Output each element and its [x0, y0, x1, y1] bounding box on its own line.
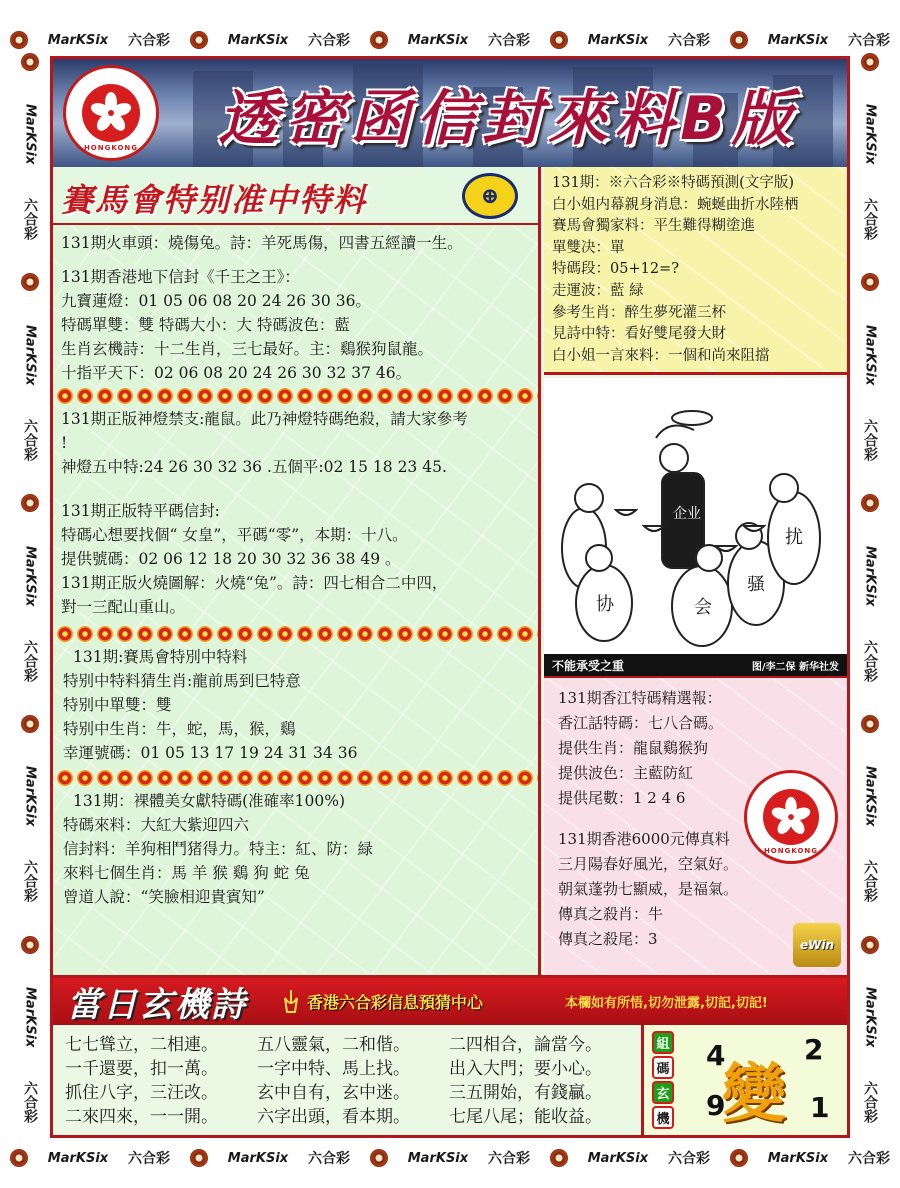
border-flower-icon: [21, 936, 39, 954]
flower-icon: [257, 770, 273, 786]
page-title: 透密函信封來料B版: [218, 84, 798, 154]
text-line: 131期正版特平碼信封:: [61, 502, 220, 520]
flower-icon: [117, 626, 133, 642]
border-lottery-text: 六合彩: [488, 33, 531, 49]
text-line: 白小姐一言來料：一個和尚來阻擋: [552, 347, 770, 364]
flower-icon: [337, 770, 353, 786]
border-brand-text: MarKSix: [767, 1150, 829, 1166]
flower-icon: [437, 388, 453, 404]
border-flower-icon: [21, 494, 39, 512]
text-line: 131期香港地下信封《千王之王》：: [61, 268, 300, 286]
border-lottery-text: 六合彩: [22, 639, 38, 682]
incense-icon: [281, 988, 301, 1016]
poem-verse: 二四相合，論當今。: [449, 1035, 602, 1055]
border-flower-icon: [190, 1149, 208, 1167]
poem-line: [65, 1057, 641, 1081]
flower-icon: [337, 626, 353, 642]
poem-verse: 一千還要，扣一萬。: [65, 1059, 218, 1079]
flower-divider: [53, 623, 538, 645]
text-line: 131期香江特碼精選報：: [558, 689, 722, 707]
flower-icon: [277, 626, 293, 642]
flower-icon: [277, 770, 293, 786]
flower-icon: [157, 626, 173, 642]
flat-code-block: [53, 499, 538, 619]
flower-icon: [177, 770, 193, 786]
flower-icon: [237, 770, 253, 786]
flower-icon: [97, 388, 113, 404]
border-brand-text: MarKSix: [862, 545, 878, 607]
poem-verse: 六字出頭，看本期。: [257, 1107, 410, 1127]
flower-icon: [317, 388, 333, 404]
flower-icon: [457, 388, 473, 404]
flower-icon: [517, 388, 533, 404]
flower-icon: [497, 388, 513, 404]
flower-icon: [197, 626, 213, 642]
prediction-panel: [544, 167, 847, 375]
flower-icon: [257, 626, 273, 642]
flower-icon: [237, 626, 253, 642]
border-flower-icon: [21, 273, 39, 291]
text-line: 131期香港6000元傳真料: [558, 830, 730, 848]
lamp-block: [53, 407, 538, 479]
border-brand-text: MarKSix: [227, 32, 289, 48]
border-brand-text: MarKSix: [587, 1150, 649, 1166]
border-brand-text: MarKSix: [47, 32, 109, 48]
poem-note: 本欄如有所悟,切勿泄露,切記,切記!: [565, 996, 768, 1011]
border-flower-icon: [861, 53, 879, 71]
text-line: 提供尾數：1 2 4 6: [558, 789, 686, 807]
flower-icon: [137, 770, 153, 786]
border-lottery-text: 六合彩: [308, 33, 351, 49]
border-lottery-text: 六合彩: [862, 1081, 878, 1124]
text-line: 傳真之殺尾：3: [558, 930, 658, 948]
left-banner-title: 賽馬會特别准中特料: [61, 181, 368, 219]
cartoon-illustration: [544, 378, 847, 654]
flower-icon: [97, 770, 113, 786]
text-line: 信封料：羊狗相鬥猪得力。特主：紅、防：緑: [63, 840, 374, 858]
bottom-border: [0, 1140, 900, 1176]
border-flower-icon: [861, 494, 879, 512]
flower-icon: [437, 626, 453, 642]
border-flower-icon: [861, 273, 879, 291]
flower-icon: [497, 626, 513, 642]
hongkong-logo: [744, 770, 838, 864]
border-brand-text: MarKSix: [22, 104, 38, 165]
poem-verse: 七七聳立，二相連。: [65, 1035, 218, 1055]
cartoon-caption-bar: [544, 654, 847, 676]
text-line: 傳真之殺肖：牛: [558, 905, 664, 923]
right-border: [852, 36, 888, 1140]
flower-icon: [357, 626, 373, 642]
border-lottery-text: 六合彩: [847, 33, 890, 49]
poem-title-bar: [53, 975, 847, 1025]
flower-icon: [457, 626, 473, 642]
border-flower-icon: [550, 1149, 568, 1167]
flower-icon: [137, 388, 153, 404]
flower-icon: [157, 388, 173, 404]
border-lottery-text: 六合彩: [668, 33, 710, 49]
top-border: [0, 22, 900, 58]
text-line: 提供波色：主藍防紅: [558, 764, 694, 782]
flower-icon: [537, 626, 538, 642]
cartoon-drawing: [544, 378, 847, 654]
border-lottery-text: 六合彩: [862, 418, 878, 461]
text-line: 131期火車頭：燒傷兔。詩：羊死馬傷，四書五經讀一生。: [61, 234, 463, 252]
flower-icon: [217, 388, 233, 404]
border-flower-icon: [21, 53, 39, 71]
combo-chips: [652, 1031, 674, 1129]
poem-center-name: 香港六合彩信息預猜中心: [307, 993, 484, 1012]
text-line: !: [61, 434, 68, 452]
border-lottery-text: 六合彩: [488, 1151, 531, 1167]
flower-icon: [477, 626, 493, 642]
flower-icon: [97, 626, 113, 642]
flower-icon: [77, 388, 93, 404]
poem-body: [53, 1025, 641, 1135]
border-brand-text: MarKSix: [862, 324, 878, 386]
text-line: 131期正版火燒圖解：火燒“兔”。詩：四七相合二中四，: [61, 574, 448, 592]
combo-number: 4: [706, 1039, 726, 1072]
border-brand-text: MarKSix: [767, 32, 829, 48]
flower-icon: [397, 770, 413, 786]
flower-icon: [377, 388, 393, 404]
flower-icon: [357, 770, 373, 786]
left-column: [53, 167, 541, 975]
text-line: 走運波：藍 緑: [552, 282, 644, 299]
border-lottery-text: 六合彩: [22, 860, 38, 903]
border-flower-icon: [730, 1149, 748, 1167]
border-brand-text: MarKSix: [862, 104, 878, 165]
border-lottery-text: 六合彩: [22, 1081, 38, 1124]
hongkong-logo: [63, 65, 159, 161]
cartoon-label: 会: [694, 597, 712, 618]
combo-chip: 機: [652, 1106, 674, 1129]
poem-title: 當日玄機詩: [67, 985, 247, 1025]
flower-icon: [237, 388, 253, 404]
flower-icon: [337, 388, 353, 404]
border-lottery-text: 六合彩: [22, 198, 38, 241]
flower-icon: [77, 770, 93, 786]
logo-caption: HONGKONG: [763, 847, 819, 855]
poem-verse: 玄中自有，玄中迷。: [257, 1083, 410, 1103]
flower-icon: [397, 626, 413, 642]
text-line: 特别中生肖：牛，蛇，馬，猴，鷄: [63, 720, 296, 738]
cartoon-label: 企业: [673, 506, 701, 522]
border-lottery-text: 六合彩: [128, 1151, 171, 1167]
flower-icon: [157, 770, 173, 786]
flower-icon: [317, 626, 333, 642]
flower-icon: [117, 770, 133, 786]
flower-icon: [117, 388, 133, 404]
combo-code-box: [641, 1025, 847, 1135]
flower-icon: [197, 770, 213, 786]
flower-icon: [537, 770, 538, 786]
flower-icon: [517, 626, 533, 642]
text-line: 曾道人說：“笑臉相迎貴賓知”: [63, 888, 265, 906]
text-line: 特碼單雙：雙 特碼大小：大 特碼波色：藍: [61, 316, 350, 334]
flower-icon: [177, 388, 193, 404]
main-frame: [50, 56, 850, 1138]
envelope-block: [53, 265, 538, 385]
border-lottery-text: 六合彩: [22, 418, 38, 461]
text-line: 特别中特料猜生肖:龍前馬到巳特意: [63, 672, 301, 690]
combo-chip: 玄: [652, 1081, 674, 1104]
horse-emblem-icon: ⊕: [462, 173, 518, 219]
text-line: 131期：裸體美女獻特碼(准確率100%): [73, 792, 345, 810]
cartoon-label: 协: [596, 594, 614, 615]
border-flower-icon: [190, 31, 208, 49]
bauhinia-icon: [88, 90, 134, 136]
border-lottery-text: 六合彩: [862, 198, 878, 241]
poem-verse: 七尾八尾；能收益。: [449, 1107, 602, 1127]
poem-line: [65, 1081, 641, 1105]
border-brand-text: MarKSix: [587, 32, 649, 48]
combo-chip: 組: [652, 1031, 674, 1054]
border-brand-text: MarKSix: [22, 766, 38, 827]
flower-icon: [177, 626, 193, 642]
flower-icon: [297, 626, 313, 642]
cartoon-label: 骚: [747, 574, 765, 595]
text-line: 131期:賽馬會特別中特料: [73, 648, 248, 666]
flower-icon: [537, 388, 538, 404]
border-lottery-text: 六合彩: [847, 1151, 890, 1167]
text-line: 見詩中特：看好雙尾發大財: [552, 326, 726, 343]
text-line: 特碼來料：大紅大紫迎四六: [63, 816, 250, 834]
cartoon-label: 扰: [785, 527, 803, 548]
border-flower-icon: [370, 1149, 388, 1167]
flower-divider: [53, 767, 538, 789]
border-brand-text: MarKSix: [407, 1150, 469, 1166]
border-lottery-text: 六合彩: [862, 639, 878, 682]
xiangjiang-panel: [544, 676, 847, 975]
flower-icon: [57, 388, 73, 404]
combo-number: 2: [804, 1033, 824, 1066]
flower-icon: [517, 770, 533, 786]
border-lottery-text: 六合彩: [668, 1151, 710, 1167]
cartoon-credit: 图/李二保 新华社发: [751, 661, 839, 673]
flower-icon: [137, 626, 153, 642]
border-lottery-text: 六合彩: [308, 1151, 351, 1167]
bauhinia-icon: [769, 795, 813, 839]
poem-verse: 五八靈氣，二和偕。: [257, 1035, 410, 1055]
text-line: 白小姐内幕親身消息：蜿蜒曲折水陸栖: [552, 196, 799, 213]
combo-chip: 碼: [652, 1056, 674, 1079]
text-line: 幸運號碼：01 05 13 17 19 24 31 34 36: [63, 744, 358, 762]
flower-icon: [477, 770, 493, 786]
flower-icon: [377, 626, 393, 642]
flower-icon: [437, 770, 453, 786]
ewin-logo: eWin: [793, 923, 841, 967]
text-line: 特碼心想要找個“ 女皇”，平碼“零”，本期：十八。: [61, 526, 408, 544]
flower-divider: [53, 385, 538, 407]
flower-icon: [477, 388, 493, 404]
border-lottery-text: 六合彩: [862, 860, 878, 903]
flower-icon: [57, 770, 73, 786]
border-flower-icon: [861, 715, 879, 733]
text-line: 提供號碼：02 06 12 18 20 30 32 36 38 49 。: [61, 550, 401, 568]
text-line: 朝氣蓬勃七顯威，是福氣。: [558, 880, 739, 898]
border-brand-text: MarKSix: [22, 324, 38, 386]
poem-verse: 一字中特、馬上找。: [257, 1059, 410, 1079]
flower-icon: [217, 770, 233, 786]
text-line: 十指平天下：02 06 08 20 24 26 30 32 37 46。: [61, 364, 412, 382]
flower-icon: [377, 770, 393, 786]
border-lottery-text: 六合彩: [128, 33, 171, 49]
cartoon-caption: 不能承受之重: [552, 658, 625, 673]
flower-icon: [297, 770, 313, 786]
text-line: 香江話特碼：七八合碼。: [558, 714, 724, 732]
border-flower-icon: [21, 715, 39, 733]
poem-verse: 三五開始，有錢贏。: [449, 1083, 602, 1103]
flower-icon: [317, 770, 333, 786]
text-line: 提供生肖：龍鼠鷄猴狗: [558, 739, 709, 757]
border-flower-icon: [730, 31, 748, 49]
left-border: [12, 36, 48, 1140]
text-line: 九寶蓮燈：01 05 06 08 20 24 26 30 36。: [61, 292, 371, 310]
flower-icon: [417, 770, 433, 786]
flower-icon: [77, 626, 93, 642]
logo-caption: HONGKONG: [83, 144, 139, 152]
combo-character: 變: [722, 1057, 786, 1132]
poem-verse: 出入大門；要小心。: [449, 1059, 602, 1079]
beauty-block: [53, 789, 538, 909]
flower-icon: [357, 388, 373, 404]
flower-icon: [297, 388, 313, 404]
flower-icon: [217, 626, 233, 642]
flower-icon: [397, 388, 413, 404]
text-line: 來料七個生肖：馬 羊 猴 鷄 狗 蛇 兔: [63, 864, 310, 882]
combo-number: 1: [810, 1091, 830, 1124]
text-line: 特别中單雙：雙: [63, 696, 172, 714]
border-flower-icon: [370, 31, 388, 49]
border-flower-icon: [550, 31, 568, 49]
text-line: 對一三配山重山。: [61, 598, 186, 616]
text-line: 參考生肖：醉生夢死灌三杯: [552, 304, 726, 321]
flower-icon: [457, 770, 473, 786]
border-flower-icon: [10, 1149, 28, 1167]
flower-icon: [417, 388, 433, 404]
border-brand-text: MarKSix: [227, 1150, 289, 1166]
flower-icon: [197, 388, 213, 404]
left-banner: [53, 167, 538, 225]
text-line: 單雙决：單: [552, 239, 625, 256]
flower-icon: [277, 388, 293, 404]
border-brand-text: MarKSix: [22, 545, 38, 607]
text-line: 特碼段：05+12=?: [552, 261, 679, 278]
poem-verse: 二來四來，一一開。: [65, 1107, 218, 1127]
text-line: 生肖玄機詩：十二生肖，三七最好。主：鷄猴狗鼠龍。: [61, 340, 434, 358]
special-block: [53, 645, 538, 765]
header-banner: [53, 59, 847, 167]
border-brand-text: MarKSix: [862, 766, 878, 827]
text-line: 131期：※六合彩※特碼預測(文字版): [552, 175, 794, 191]
border-brand-text: MarKSix: [862, 987, 878, 1048]
flower-icon: [497, 770, 513, 786]
flower-icon: [257, 388, 273, 404]
fire-train-block: [53, 225, 538, 255]
text-line: 三月陽春好風光，空氣好。: [558, 855, 739, 873]
combo-number: 9: [706, 1089, 726, 1122]
poem-line: [65, 1033, 641, 1057]
border-brand-text: MarKSix: [22, 987, 38, 1048]
poem-line: [65, 1105, 641, 1129]
text-line: 131期正版神燈禁支:龍鼠。此乃神燈特碼绝殺，請大家參考: [61, 410, 468, 428]
flower-icon: [57, 626, 73, 642]
border-brand-text: MarKSix: [47, 1150, 109, 1166]
text-line: 賽馬會獨家料：平生難得糊塗進: [552, 218, 755, 235]
border-flower-icon: [861, 936, 879, 954]
flower-icon: [417, 626, 433, 642]
text-line: 神燈五中特:24 26 30 32 36 .五個平:02 15 18 23 45.: [61, 458, 447, 476]
border-brand-text: MarKSix: [407, 32, 469, 48]
poem-verse: 抓住八字，三汪改。: [65, 1083, 218, 1103]
